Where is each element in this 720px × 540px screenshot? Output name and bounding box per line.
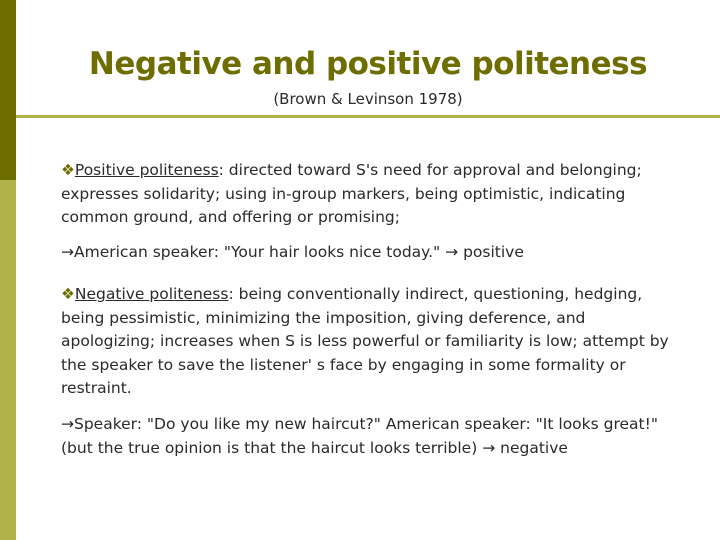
negative-politeness-definition: : being conventionally indirect, questioning, hedging, being pessimistic, minimizing the imposition, giving deference, and apologizing; increases when S is less powerful or familiarity is low; attempt by the speaker to save the listener' s face by engaging in some formality or restraint.	[61, 285, 669, 397]
negative-example-paragraph	[61, 413, 671, 460]
side-bar-light-segment	[0, 180, 16, 540]
arrow-right-icon: →	[445, 243, 459, 261]
negative-politeness-paragraph	[61, 283, 671, 401]
positive-politeness-definition: : directed toward S's need for approval and belonging; expresses solidarity; using in-group markers, being optimistic, indicating common ground, and offering or promising;	[61, 161, 642, 226]
title-divider	[16, 115, 720, 118]
side-accent-bar	[0, 0, 16, 540]
negative-example-result: negative	[495, 438, 568, 457]
slide-title: Negative and positive politeness	[88, 46, 648, 82]
arrow-right-icon: →	[482, 438, 496, 457]
positive-politeness-term: Positive politeness	[74, 161, 219, 179]
positive-example-paragraph	[61, 241, 671, 265]
diamond-bullet-icon: ❖	[61, 161, 75, 179]
positive-example-result: positive	[458, 243, 524, 261]
positive-politeness-paragraph	[61, 159, 671, 230]
negative-politeness-term: Negative politeness	[74, 285, 229, 303]
side-bar-dark-segment	[0, 0, 16, 180]
negative-example-text: Speaker: "Do you like my new haircut?" American speaker: "It looks great!" (but the true opinion is that the haircut looks terrible)	[61, 415, 658, 457]
diamond-bullet-icon: ❖	[61, 285, 75, 303]
arrow-right-icon: →	[61, 243, 74, 261]
positive-example-text: American speaker: "Your hair looks nice today."	[74, 243, 446, 261]
slide-subtitle: (Brown & Levinson 1978)	[273, 90, 463, 108]
arrow-right-icon: →	[61, 415, 74, 433]
